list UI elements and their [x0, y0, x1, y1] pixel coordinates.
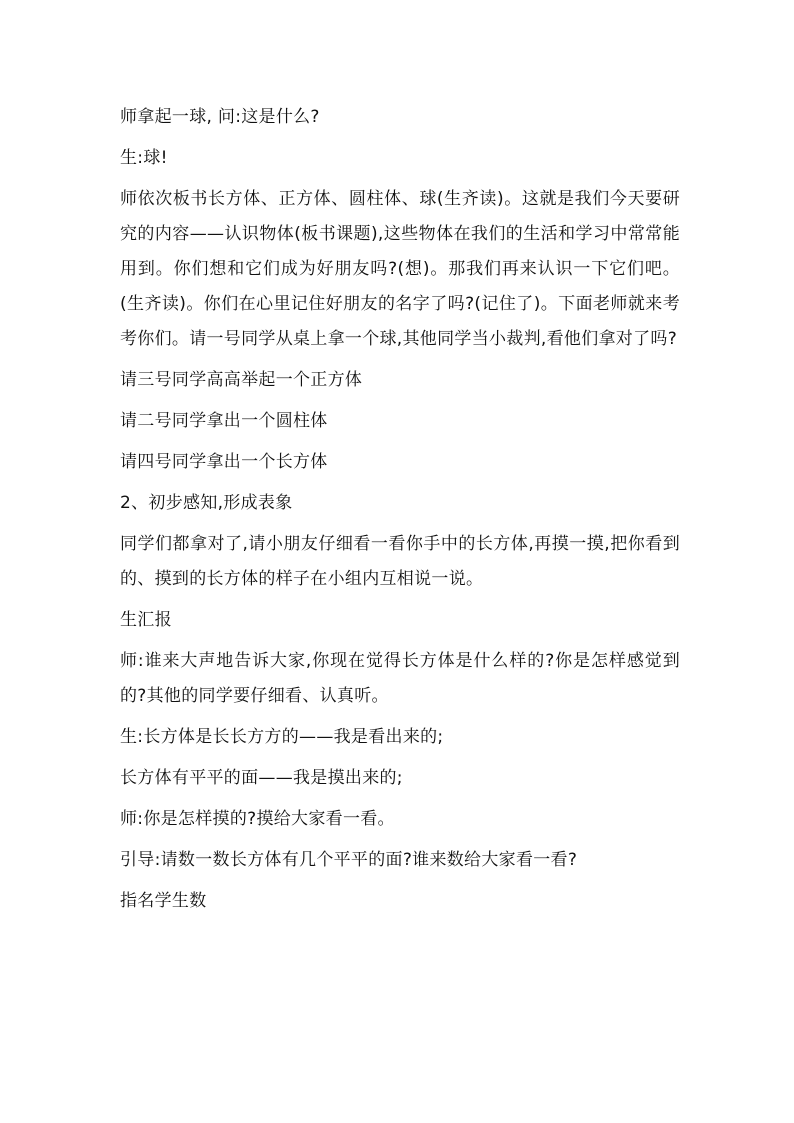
section-heading-perception: 2、初步感知,形成表象	[120, 493, 293, 513]
paragraph-student-seen: 生:长方体是长长方方的——我是看出来的;	[120, 727, 444, 747]
paragraph-guide-count-faces: 引导:请数一数长方体有几个平平的面?谁来数给大家看一看?	[120, 850, 578, 870]
paragraph-observe-touch: 同学们都拿对了,请小朋友仔细看一看你手中的长方体,再摸一摸,把你看到的、摸到的长方体的样子在小组内互相说一说。	[120, 534, 680, 589]
paragraph-cylinder-request: 请二号同学拿出一个圆柱体	[120, 411, 328, 431]
paragraph-cuboid-request: 请四号同学拿出一个长方体	[120, 452, 328, 472]
paragraph-board-writing: 师依次板书长方体、正方体、圆柱体、球(生齐读)。这就是我们今天要研究的内容——认识物体(板书课题),这些物体在我们的生活和学习中常常能用到。你们想和它们成为好朋友吗?(想)。那我们再来认识一下它们吧。(生齐读)。你们在心里记住好朋友的名字了吗?(记住了)。下面老师就来考考你们。请一号同学从桌上拿一个球,其他同学当小裁判,看他们拿对了吗?	[120, 189, 680, 349]
paragraph-teacher-question: 师拿起一球, 问:这是什么?	[120, 107, 320, 127]
paragraph-name-student: 指名学生数	[120, 891, 207, 911]
paragraph-teacher-demonstrate: 师:你是怎样摸的?摸给大家看一看。	[120, 809, 395, 829]
paragraph-teacher-prompt: 师:谁来大声地告诉大家,你现在觉得长方体是什么样的?你是怎样感觉到的?其他的同学要仔细看、认真听。	[120, 651, 680, 706]
paragraph-cube-request: 请三号同学高高举起一个正方体	[120, 370, 363, 390]
paragraph-student-report: 生汇报	[120, 610, 172, 630]
document-body	[120, 100, 680, 919]
paragraph-student-touched: 长方体有平平的面——我是摸出来的;	[120, 768, 403, 788]
paragraph-student-answer: 生:球!	[120, 148, 168, 168]
